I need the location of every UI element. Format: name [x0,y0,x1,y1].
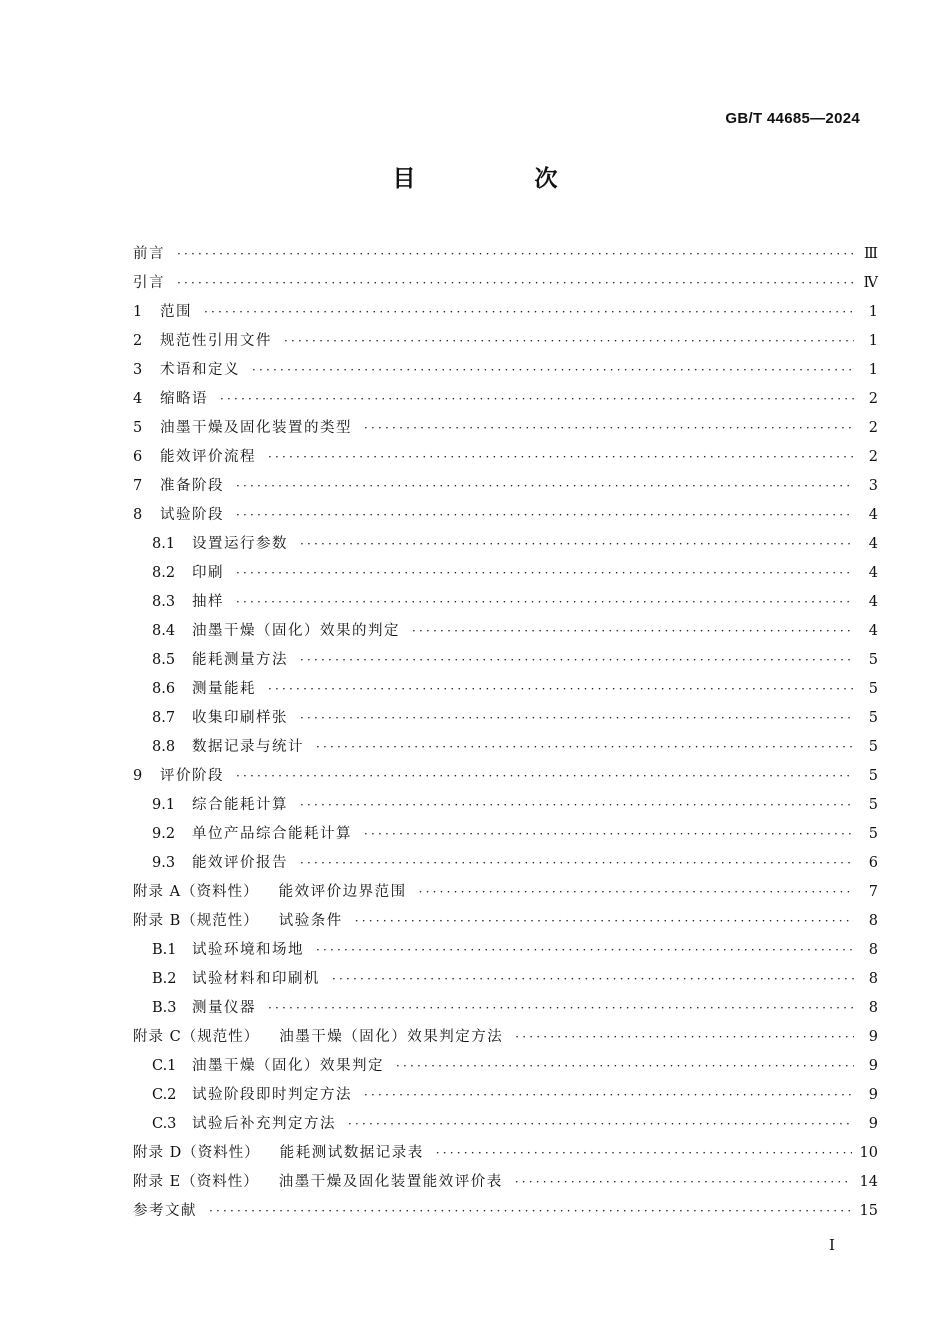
toc-entry[interactable] [133,501,878,530]
toc-entry-number: 4 [133,391,143,407]
toc-entry[interactable] [133,588,878,617]
toc-entry-page: 5 [868,652,878,668]
toc-entry[interactable] [133,1139,878,1168]
toc-entry-page: 10 [859,1145,878,1161]
toc-entry[interactable] [133,269,878,298]
toc-entry-number: 8.6 [152,681,176,697]
toc-entry-number: 6 [133,449,143,465]
toc-entry[interactable] [133,704,878,733]
toc-entry-title: 范围 [160,304,192,320]
toc-entry[interactable] [133,849,878,878]
toc-entry-title: 试验环境和场地 [192,942,304,958]
toc-entry-appendix-label: 附录 D（资料性） [133,1145,260,1161]
toc-entry-title: 单位产品综合能耗计算 [192,826,352,842]
toc-entry[interactable] [133,559,878,588]
toc-entry-title: 综合能耗计算 [192,797,288,813]
toc-entry[interactable] [133,994,878,1023]
toc-entry-number: 9.2 [152,826,176,842]
toc-entry[interactable] [133,1110,878,1139]
toc-entry[interactable] [133,1023,878,1052]
toc-entry[interactable] [133,472,878,501]
toc-entry-page: 4 [868,623,878,639]
toc-dot-leader [177,269,854,298]
toc-entry-page: Ⅳ [863,275,878,291]
toc-entry[interactable] [133,965,878,994]
toc-entry[interactable] [133,530,878,559]
toc-entry-title: 能效评价边界范围 [278,884,407,900]
toc-entry-appendix-label: 附录 E（资料性） [133,1174,259,1190]
toc-dot-leader [236,762,854,791]
toc-entry-number: 7 [133,478,143,494]
toc-entry[interactable] [133,617,878,646]
toc-entry[interactable] [133,1197,878,1226]
toc-entry[interactable] [133,762,878,791]
toc-dot-leader [236,559,854,588]
toc-entry-page: 4 [868,594,878,610]
toc-dot-leader [515,1168,852,1197]
table-of-contents [133,240,878,1226]
toc-dot-leader [412,617,854,646]
toc-entry-number: 8.3 [152,594,176,610]
toc-entry-title: 油墨干燥（固化）效果的判定 [192,623,400,639]
toc-entry-page: 5 [868,797,878,813]
toc-dot-leader [204,298,854,327]
toc-dot-leader [316,733,854,762]
toc-dot-leader [300,849,854,878]
toc-dot-leader [209,1197,852,1226]
toc-entry-page: 4 [868,536,878,552]
toc-entry-title: 测量仪器 [192,1000,256,1016]
toc-entry-number: C.2 [152,1087,177,1103]
toc-entry-page: 5 [868,681,878,697]
toc-entry-title: 缩略语 [160,391,208,407]
toc-entry-page: 5 [868,739,878,755]
toc-entry-title: 试验阶段即时判定方法 [192,1087,352,1103]
toc-dot-leader [268,994,854,1023]
toc-entry-number: 8.7 [152,710,176,726]
toc-entry-page: 8 [868,942,878,958]
toc-dot-leader [284,327,854,356]
toc-entry-page: 9 [868,1116,878,1132]
toc-entry-appendix-label: 附录 C（规范性） [133,1029,260,1045]
toc-dot-leader [396,1052,854,1081]
toc-entry-title: 能耗测试数据记录表 [279,1145,424,1161]
toc-entry[interactable] [133,820,878,849]
toc-entry-page: 5 [868,826,878,842]
toc-entry-page: 9 [868,1087,878,1103]
toc-dot-leader [332,965,854,994]
toc-entry-page: 14 [859,1174,878,1190]
toc-entry-title: 试验后补充判定方法 [192,1116,336,1132]
toc-entry-title: 测量能耗 [192,681,256,697]
toc-dot-leader [436,1139,852,1168]
toc-dot-leader [348,1110,854,1139]
toc-dot-leader [300,791,854,820]
toc-dot-leader [364,820,854,849]
toc-dot-leader [515,1023,854,1052]
toc-entry-page: 1 [868,304,878,320]
toc-dot-leader [419,878,854,907]
toc-entry-page: 2 [868,391,878,407]
toc-entry-page: 8 [868,913,878,929]
toc-entry-page: 3 [868,478,878,494]
toc-entry[interactable] [133,646,878,675]
toc-entry-page: 9 [868,1058,878,1074]
toc-entry[interactable] [133,356,878,385]
toc-dot-leader [300,530,854,559]
standard-number: GB/T 44685—2024 [725,110,860,127]
page-number: Ⅰ [829,1236,835,1254]
toc-entry-title: 试验材料和印刷机 [192,971,320,987]
toc-entry-number: 8.5 [152,652,176,668]
toc-entry[interactable] [133,1081,878,1110]
toc-dot-leader [300,704,854,733]
toc-entry-title: 准备阶段 [160,478,224,494]
toc-entry-page: 6 [868,855,878,871]
toc-dot-leader [300,646,854,675]
toc-dot-leader [268,675,854,704]
toc-dot-leader [236,588,854,617]
toc-entry-title: 印刷 [192,565,224,581]
toc-entry-title: 能效评价报告 [192,855,288,871]
toc-entry-number: B.1 [152,942,177,958]
toc-entry-title: 试验条件 [278,913,343,929]
toc-entry-title: 能耗测量方法 [192,652,288,668]
toc-dot-leader [236,501,854,530]
toc-entry-number: 8.4 [152,623,176,639]
toc-entry[interactable] [133,936,878,965]
toc-entry-title: 前言 [133,246,165,262]
toc-entry-number: C.1 [152,1058,177,1074]
toc-entry-page: Ⅲ [864,246,878,262]
toc-entry-page: 5 [868,768,878,784]
toc-entry-page: 15 [859,1203,878,1219]
toc-entry[interactable] [133,878,878,907]
toc-entry-page: 4 [868,565,878,581]
toc-entry-page: 1 [868,333,878,349]
toc-entry-number: 5 [133,420,143,436]
toc-dot-leader [364,414,854,443]
toc-entry[interactable] [133,907,878,936]
toc-entry[interactable] [133,1052,878,1081]
toc-entry-title: 油墨干燥（固化）效果判定 [192,1058,384,1074]
toc-entry-title: 数据记录与统计 [192,739,304,755]
toc-entry-page: 5 [868,710,878,726]
toc-entry[interactable] [133,240,878,269]
toc-entry-title: 术语和定义 [160,362,240,378]
page-title: 目 次 [392,166,606,192]
toc-entry-page: 2 [868,449,878,465]
toc-entry-number: 9.3 [152,855,176,871]
toc-entry-page: 1 [868,362,878,378]
toc-entry-title: 油墨干燥（固化）效果判定方法 [279,1029,504,1045]
toc-entry-title: 设置运行参数 [192,536,288,552]
toc-entry-page: 8 [868,1000,878,1016]
toc-entry-title: 能效评价流程 [160,449,256,465]
toc-entry-number: B.3 [152,1000,177,1016]
toc-entry[interactable] [133,443,878,472]
toc-dot-leader [236,472,854,501]
toc-entry-number: 8.1 [152,536,176,552]
toc-entry[interactable] [133,414,878,443]
toc-entry-page: 8 [868,971,878,987]
toc-dot-leader [177,240,854,269]
toc-dot-leader [364,1081,854,1110]
toc-entry[interactable] [133,733,878,762]
toc-entry[interactable] [133,1168,878,1197]
toc-entry-title: 评价阶段 [160,768,224,784]
toc-dot-leader [252,356,854,385]
toc-dot-leader [355,907,854,936]
toc-entry-appendix-label: 附录 A（资料性） [133,884,259,900]
toc-entry-number: 3 [133,362,143,378]
toc-entry-number: 9.1 [152,797,176,813]
toc-entry-page: 7 [868,884,878,900]
toc-dot-leader [268,443,854,472]
toc-entry[interactable] [133,298,878,327]
toc-entry-number: 9 [133,768,143,784]
toc-entry-title: 油墨干燥及固化装置能效评价表 [278,1174,503,1190]
toc-entry-page: 2 [868,420,878,436]
toc-entry-title: 参考文献 [133,1203,197,1219]
toc-entry-number: 2 [133,333,143,349]
toc-entry[interactable] [133,385,878,414]
toc-entry[interactable] [133,791,878,820]
toc-entry-number: 8 [133,507,143,523]
toc-entry[interactable] [133,675,878,704]
toc-entry-title: 收集印刷样张 [192,710,288,726]
toc-entry-title: 试验阶段 [160,507,224,523]
toc-entry-title: 引言 [133,275,165,291]
toc-entry-page: 9 [868,1029,878,1045]
toc-entry-title: 规范性引用文件 [160,333,272,349]
toc-entry-number: 8.2 [152,565,176,581]
toc-entry[interactable] [133,327,878,356]
toc-dot-leader [316,936,854,965]
toc-entry-page: 4 [868,507,878,523]
toc-entry-appendix-label: 附录 B（规范性） [133,913,259,929]
toc-entry-number: 8.8 [152,739,176,755]
toc-entry-number: C.3 [152,1116,177,1132]
toc-entry-title: 抽样 [192,594,224,610]
toc-entry-number: B.2 [152,971,177,987]
toc-entry-number: 1 [133,304,143,320]
toc-entry-title: 油墨干燥及固化装置的类型 [160,420,352,436]
toc-dot-leader [220,385,854,414]
